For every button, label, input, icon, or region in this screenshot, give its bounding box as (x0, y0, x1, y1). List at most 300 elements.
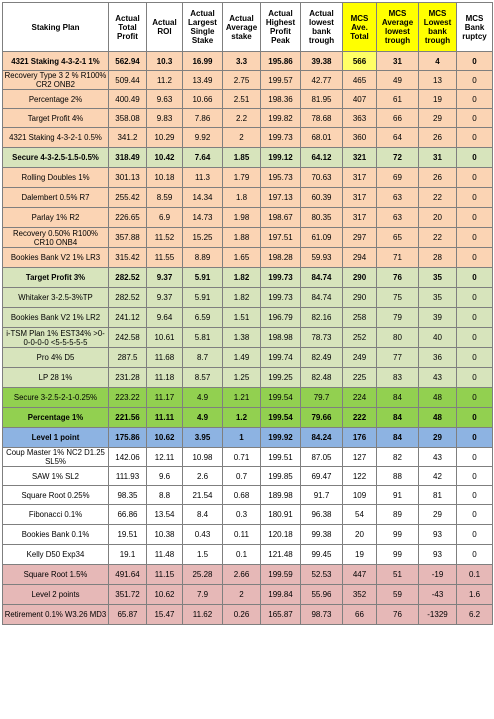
cell-plan-name: Recovery Type 3 2 % R100% CR2 ONB2 (3, 71, 109, 90)
cell-average-stake: 0.7 (223, 467, 261, 486)
cell-largest-stake: 1.5 (183, 545, 223, 565)
cell-lowest-trough: 91.7 (301, 486, 343, 505)
cell-lowest-trough: 70.63 (301, 168, 343, 188)
cell-mcs-lowest-trough: 22 (419, 228, 457, 248)
cell-lowest-trough: 78.73 (301, 328, 343, 348)
cell-mcs-lowest-trough: 43 (419, 368, 457, 388)
cell-average-stake: 0.1 (223, 545, 261, 565)
cell-lowest-trough: 81.95 (301, 90, 343, 109)
col-header-highest-peak: Actual Highest Profit Peak (261, 3, 301, 52)
cell-plan-name: Dalembert 0.5% R7 (3, 188, 109, 208)
cell-mcs-average-trough: 59 (377, 585, 419, 605)
cell-mcs-bankruptcy: 0 (457, 90, 493, 109)
table-row (3, 188, 493, 208)
cell-lowest-trough: 79.66 (301, 408, 343, 428)
cell-mcs-ave-total: 465 (343, 71, 377, 90)
cell-average-stake: 0.71 (223, 448, 261, 467)
cell-mcs-average-trough: 31 (377, 52, 419, 71)
cell-lowest-trough: 69.47 (301, 467, 343, 486)
cell-mcs-ave-total: 297 (343, 228, 377, 248)
cell-plan-name: Square Root 0.25% (3, 486, 109, 505)
cell-mcs-average-trough: 65 (377, 228, 419, 248)
cell-mcs-bankruptcy: 0 (457, 525, 493, 545)
cell-largest-stake: 7.9 (183, 585, 223, 605)
cell-mcs-bankruptcy: 0 (457, 505, 493, 525)
cell-total-profit: 509.44 (109, 71, 147, 90)
cell-largest-stake: 10.66 (183, 90, 223, 109)
cell-average-stake: 1.21 (223, 388, 261, 408)
cell-total-profit: 231.28 (109, 368, 147, 388)
cell-average-stake: 1.79 (223, 168, 261, 188)
cell-plan-name: Bookies Bank V2 1% LR2 (3, 308, 109, 328)
cell-roi: 9.37 (147, 268, 183, 288)
cell-mcs-bankruptcy: 0 (457, 188, 493, 208)
cell-roi: 11.11 (147, 408, 183, 428)
cell-mcs-ave-total: 225 (343, 368, 377, 388)
cell-total-profit: 301.13 (109, 168, 147, 188)
cell-mcs-ave-total: 122 (343, 467, 377, 486)
cell-lowest-trough: 87.05 (301, 448, 343, 467)
cell-highest-peak: 195.86 (261, 52, 301, 71)
cell-mcs-lowest-trough: 31 (419, 148, 457, 168)
cell-lowest-trough: 82.48 (301, 368, 343, 388)
cell-mcs-lowest-trough: 48 (419, 388, 457, 408)
col-header-roi: Actual ROI (147, 3, 183, 52)
cell-largest-stake: 4.9 (183, 408, 223, 428)
cell-mcs-bankruptcy: 0 (457, 545, 493, 565)
cell-lowest-trough: 64.12 (301, 148, 343, 168)
cell-mcs-ave-total: 407 (343, 90, 377, 109)
cell-average-stake: 1.88 (223, 228, 261, 248)
cell-mcs-ave-total: 363 (343, 109, 377, 128)
cell-mcs-lowest-trough: 29 (419, 505, 457, 525)
cell-lowest-trough: 59.93 (301, 248, 343, 268)
table-row (3, 388, 493, 408)
cell-plan-name: Parlay 1% R2 (3, 208, 109, 228)
cell-mcs-lowest-trough: -1329 (419, 605, 457, 625)
cell-roi: 10.62 (147, 585, 183, 605)
cell-highest-peak: 165.87 (261, 605, 301, 625)
cell-largest-stake: 25.28 (183, 565, 223, 585)
table-row (3, 52, 493, 71)
cell-mcs-average-trough: 91 (377, 486, 419, 505)
cell-total-profit: 223.22 (109, 388, 147, 408)
cell-roi: 10.29 (147, 128, 183, 148)
cell-lowest-trough: 82.49 (301, 348, 343, 368)
cell-mcs-average-trough: 83 (377, 368, 419, 388)
cell-plan-name: Bookies Bank V2 1% LR3 (3, 248, 109, 268)
cell-largest-stake: 14.34 (183, 188, 223, 208)
cell-plan-name: Target Profit 3% (3, 268, 109, 288)
cell-plan-name: SAW 1% SL2 (3, 467, 109, 486)
cell-largest-stake: 11.3 (183, 168, 223, 188)
cell-highest-peak: 199.73 (261, 288, 301, 308)
cell-average-stake: 0.3 (223, 505, 261, 525)
table-row (3, 545, 493, 565)
cell-lowest-trough: 84.74 (301, 288, 343, 308)
cell-mcs-ave-total: 224 (343, 388, 377, 408)
cell-lowest-trough: 79.7 (301, 388, 343, 408)
cell-mcs-average-trough: 76 (377, 605, 419, 625)
cell-total-profit: 98.35 (109, 486, 147, 505)
cell-total-profit: 65.87 (109, 605, 147, 625)
cell-average-stake: 1.25 (223, 368, 261, 388)
cell-mcs-ave-total: 290 (343, 268, 377, 288)
staking-plan-table (2, 2, 493, 625)
cell-total-profit: 287.5 (109, 348, 147, 368)
cell-highest-peak: 199.54 (261, 408, 301, 428)
cell-roi: 11.48 (147, 545, 183, 565)
cell-highest-peak: 198.28 (261, 248, 301, 268)
cell-roi: 11.52 (147, 228, 183, 248)
table-row (3, 585, 493, 605)
table-row (3, 288, 493, 308)
table-row (3, 368, 493, 388)
cell-plan-name: Pro 4% D5 (3, 348, 109, 368)
table-row (3, 467, 493, 486)
cell-mcs-lowest-trough: 26 (419, 168, 457, 188)
cell-mcs-ave-total: 109 (343, 486, 377, 505)
cell-mcs-lowest-trough: -19 (419, 565, 457, 585)
cell-mcs-bankruptcy: 0 (457, 308, 493, 328)
cell-total-profit: 142.06 (109, 448, 147, 467)
table-row (3, 448, 493, 467)
cell-plan-name: Secure 3-2.5-2-1-0.25% (3, 388, 109, 408)
table-row (3, 428, 493, 448)
cell-highest-peak: 199.84 (261, 585, 301, 605)
cell-mcs-bankruptcy: 0 (457, 228, 493, 248)
cell-roi: 9.37 (147, 288, 183, 308)
cell-highest-peak: 198.98 (261, 328, 301, 348)
cell-mcs-lowest-trough: 19 (419, 90, 457, 109)
cell-mcs-ave-total: 360 (343, 128, 377, 148)
table-row (3, 328, 493, 348)
cell-mcs-ave-total: 447 (343, 565, 377, 585)
cell-highest-peak: 199.51 (261, 448, 301, 467)
cell-largest-stake: 5.91 (183, 268, 223, 288)
cell-mcs-ave-total: 317 (343, 188, 377, 208)
cell-total-profit: 241.12 (109, 308, 147, 328)
cell-highest-peak: 199.59 (261, 565, 301, 585)
cell-largest-stake: 14.73 (183, 208, 223, 228)
cell-roi: 13.54 (147, 505, 183, 525)
cell-mcs-bankruptcy: 0 (457, 109, 493, 128)
cell-mcs-average-trough: 75 (377, 288, 419, 308)
cell-largest-stake: 2.6 (183, 467, 223, 486)
cell-average-stake: 2.66 (223, 565, 261, 585)
cell-mcs-ave-total: 290 (343, 288, 377, 308)
cell-highest-peak: 121.48 (261, 545, 301, 565)
cell-roi: 10.42 (147, 148, 183, 168)
cell-mcs-average-trough: 63 (377, 208, 419, 228)
cell-mcs-ave-total: 258 (343, 308, 377, 328)
table-row (3, 228, 493, 248)
col-header-average-stake: Actual Average stake (223, 3, 261, 52)
cell-highest-peak: 199.12 (261, 148, 301, 168)
cell-total-profit: 562.94 (109, 52, 147, 71)
cell-mcs-average-trough: 80 (377, 328, 419, 348)
table-row (3, 90, 493, 109)
cell-mcs-ave-total: 66 (343, 605, 377, 625)
cell-mcs-bankruptcy: 0 (457, 288, 493, 308)
cell-lowest-trough: 55.96 (301, 585, 343, 605)
cell-mcs-lowest-trough: 93 (419, 525, 457, 545)
cell-mcs-average-trough: 84 (377, 428, 419, 448)
col-header-mcs-bankruptcy: MCS Bank ruptcy (457, 3, 493, 52)
cell-roi: 11.15 (147, 565, 183, 585)
cell-highest-peak: 199.85 (261, 467, 301, 486)
cell-average-stake: 1 (223, 428, 261, 448)
table-row (3, 408, 493, 428)
cell-mcs-average-trough: 76 (377, 268, 419, 288)
cell-highest-peak: 120.18 (261, 525, 301, 545)
cell-largest-stake: 5.91 (183, 288, 223, 308)
cell-largest-stake: 6.59 (183, 308, 223, 328)
cell-plan-name: 4321 Staking 4-3-2-1 0.5% (3, 128, 109, 148)
cell-largest-stake: 15.25 (183, 228, 223, 248)
cell-total-profit: 66.86 (109, 505, 147, 525)
cell-plan-name: Fibonacci 0.1% (3, 505, 109, 525)
cell-average-stake: 2 (223, 585, 261, 605)
cell-mcs-bankruptcy: 0 (457, 168, 493, 188)
cell-highest-peak: 199.57 (261, 71, 301, 90)
cell-largest-stake: 5.81 (183, 328, 223, 348)
cell-roi: 11.17 (147, 388, 183, 408)
cell-average-stake: 2 (223, 128, 261, 148)
cell-roi: 8.59 (147, 188, 183, 208)
cell-roi: 12.11 (147, 448, 183, 467)
col-header-staking-plan: Staking Plan (3, 3, 109, 52)
cell-roi: 9.6 (147, 467, 183, 486)
cell-mcs-lowest-trough: 13 (419, 71, 457, 90)
cell-highest-peak: 196.79 (261, 308, 301, 328)
cell-total-profit: 175.86 (109, 428, 147, 448)
cell-highest-peak: 199.73 (261, 128, 301, 148)
cell-mcs-ave-total: 20 (343, 525, 377, 545)
cell-total-profit: 491.64 (109, 565, 147, 585)
cell-mcs-average-trough: 89 (377, 505, 419, 525)
cell-mcs-average-trough: 71 (377, 248, 419, 268)
cell-largest-stake: 8.7 (183, 348, 223, 368)
cell-mcs-average-trough: 99 (377, 525, 419, 545)
cell-mcs-average-trough: 64 (377, 128, 419, 148)
cell-largest-stake: 3.95 (183, 428, 223, 448)
cell-mcs-bankruptcy: 0 (457, 268, 493, 288)
cell-plan-name: Square Root 1.5% (3, 565, 109, 585)
cell-mcs-ave-total: 252 (343, 328, 377, 348)
cell-roi: 10.3 (147, 52, 183, 71)
col-header-largest-stake: Actual Largest Single Stake (183, 3, 223, 52)
cell-lowest-trough: 84.24 (301, 428, 343, 448)
cell-roi: 10.18 (147, 168, 183, 188)
cell-mcs-bankruptcy: 0 (457, 348, 493, 368)
cell-mcs-average-trough: 84 (377, 388, 419, 408)
table-row (3, 308, 493, 328)
table-row (3, 486, 493, 505)
col-header-total-profit: Actual Total Profit (109, 3, 147, 52)
cell-largest-stake: 11.62 (183, 605, 223, 625)
cell-mcs-ave-total: 317 (343, 168, 377, 188)
cell-roi: 15.47 (147, 605, 183, 625)
cell-mcs-average-trough: 63 (377, 188, 419, 208)
cell-mcs-ave-total: 352 (343, 585, 377, 605)
cell-average-stake: 1.8 (223, 188, 261, 208)
cell-plan-name: Rolling Doubles 1% (3, 168, 109, 188)
cell-mcs-bankruptcy: 6.2 (457, 605, 493, 625)
cell-largest-stake: 8.89 (183, 248, 223, 268)
cell-mcs-average-trough: 61 (377, 90, 419, 109)
cell-total-profit: 19.1 (109, 545, 147, 565)
table-row (3, 71, 493, 90)
cell-lowest-trough: 60.39 (301, 188, 343, 208)
cell-lowest-trough: 52.53 (301, 565, 343, 585)
cell-lowest-trough: 96.38 (301, 505, 343, 525)
cell-largest-stake: 16.99 (183, 52, 223, 71)
cell-mcs-bankruptcy: 0 (457, 448, 493, 467)
cell-mcs-bankruptcy: 0 (457, 71, 493, 90)
table-row (3, 109, 493, 128)
cell-total-profit: 226.65 (109, 208, 147, 228)
cell-plan-name: Coup Master 1% NC2 D1.25 SL5% (3, 448, 109, 467)
cell-plan-name: Secure 4-3-2.5-1.5-0.5% (3, 148, 109, 168)
cell-total-profit: 357.88 (109, 228, 147, 248)
cell-lowest-trough: 39.38 (301, 52, 343, 71)
cell-average-stake: 1.51 (223, 308, 261, 328)
cell-roi: 10.61 (147, 328, 183, 348)
col-header-mcs-lowest-trough: MCS Lowest bank trough (419, 3, 457, 52)
col-header-mcs-ave-total: MCS Ave. Total (343, 3, 377, 52)
cell-roi: 9.64 (147, 308, 183, 328)
cell-mcs-average-trough: 99 (377, 545, 419, 565)
cell-total-profit: 111.93 (109, 467, 147, 486)
cell-highest-peak: 180.91 (261, 505, 301, 525)
cell-mcs-bankruptcy: 0.1 (457, 565, 493, 585)
cell-largest-stake: 10.98 (183, 448, 223, 467)
cell-mcs-lowest-trough: 26 (419, 128, 457, 148)
cell-mcs-ave-total: 19 (343, 545, 377, 565)
cell-largest-stake: 0.43 (183, 525, 223, 545)
cell-mcs-average-trough: 77 (377, 348, 419, 368)
cell-mcs-lowest-trough: 42 (419, 467, 457, 486)
cell-roi: 11.2 (147, 71, 183, 90)
cell-average-stake: 1.85 (223, 148, 261, 168)
cell-total-profit: 318.49 (109, 148, 147, 168)
cell-plan-name: Percentage 2% (3, 90, 109, 109)
cell-average-stake: 0.26 (223, 605, 261, 625)
cell-roi: 9.83 (147, 109, 183, 128)
cell-plan-name: Kelly D50 Exp34 (3, 545, 109, 565)
table-row (3, 505, 493, 525)
cell-mcs-lowest-trough: 29 (419, 428, 457, 448)
table-row (3, 348, 493, 368)
cell-mcs-ave-total: 317 (343, 208, 377, 228)
cell-plan-name: Retirement 0.1% W3.26 MD3 (3, 605, 109, 625)
cell-mcs-bankruptcy: 0 (457, 486, 493, 505)
col-header-mcs-average-trough: MCS Average lowest trough (377, 3, 419, 52)
cell-plan-name: Level 1 point (3, 428, 109, 448)
cell-highest-peak: 199.25 (261, 368, 301, 388)
table-row (3, 168, 493, 188)
cell-mcs-average-trough: 49 (377, 71, 419, 90)
cell-mcs-average-trough: 51 (377, 565, 419, 585)
cell-plan-name: Level 2 points (3, 585, 109, 605)
cell-highest-peak: 199.73 (261, 268, 301, 288)
cell-mcs-lowest-trough: 29 (419, 109, 457, 128)
cell-total-profit: 255.42 (109, 188, 147, 208)
cell-mcs-bankruptcy: 0 (457, 328, 493, 348)
cell-average-stake: 3.3 (223, 52, 261, 71)
cell-average-stake: 0.11 (223, 525, 261, 545)
cell-lowest-trough: 80.35 (301, 208, 343, 228)
cell-largest-stake: 4.9 (183, 388, 223, 408)
cell-highest-peak: 189.98 (261, 486, 301, 505)
cell-total-profit: 400.49 (109, 90, 147, 109)
cell-total-profit: 315.42 (109, 248, 147, 268)
cell-mcs-average-trough: 66 (377, 109, 419, 128)
cell-roi: 8.8 (147, 486, 183, 505)
cell-highest-peak: 199.92 (261, 428, 301, 448)
cell-mcs-lowest-trough: 43 (419, 448, 457, 467)
cell-highest-peak: 195.73 (261, 168, 301, 188)
cell-plan-name: i-TSM Plan 1% EST34% >0-0-0-0-0 <5-5-5-5-5 (3, 328, 109, 348)
cell-average-stake: 2.75 (223, 71, 261, 90)
cell-highest-peak: 198.67 (261, 208, 301, 228)
cell-roi: 11.18 (147, 368, 183, 388)
cell-mcs-ave-total: 566 (343, 52, 377, 71)
cell-mcs-lowest-trough: 4 (419, 52, 457, 71)
cell-roi: 10.62 (147, 428, 183, 448)
cell-mcs-average-trough: 84 (377, 408, 419, 428)
cell-mcs-average-trough: 69 (377, 168, 419, 188)
table-row (3, 605, 493, 625)
cell-mcs-ave-total: 321 (343, 148, 377, 168)
cell-mcs-average-trough: 72 (377, 148, 419, 168)
cell-roi: 6.9 (147, 208, 183, 228)
cell-plan-name: LP 28 1% (3, 368, 109, 388)
cell-average-stake: 0.68 (223, 486, 261, 505)
cell-mcs-bankruptcy: 0 (457, 128, 493, 148)
cell-mcs-ave-total: 127 (343, 448, 377, 467)
cell-plan-name: Percentage 1% (3, 408, 109, 428)
cell-highest-peak: 197.51 (261, 228, 301, 248)
cell-mcs-average-trough: 79 (377, 308, 419, 328)
cell-lowest-trough: 68.01 (301, 128, 343, 148)
cell-plan-name: Target Profit 4% (3, 109, 109, 128)
table-row (3, 248, 493, 268)
cell-average-stake: 1.38 (223, 328, 261, 348)
cell-highest-peak: 199.82 (261, 109, 301, 128)
cell-mcs-lowest-trough: 40 (419, 328, 457, 348)
cell-mcs-lowest-trough: 39 (419, 308, 457, 328)
cell-roi: 11.68 (147, 348, 183, 368)
cell-average-stake: 1.98 (223, 208, 261, 228)
cell-plan-name: Recovery 0.50% R100% CR10 ONB4 (3, 228, 109, 248)
cell-mcs-lowest-trough: 22 (419, 188, 457, 208)
cell-lowest-trough: 78.68 (301, 109, 343, 128)
cell-mcs-bankruptcy: 0 (457, 52, 493, 71)
cell-lowest-trough: 42.77 (301, 71, 343, 90)
cell-largest-stake: 7.86 (183, 109, 223, 128)
cell-total-profit: 282.52 (109, 288, 147, 308)
cell-plan-name: 4321 Staking 4-3-2-1 1% (3, 52, 109, 71)
cell-largest-stake: 8.4 (183, 505, 223, 525)
cell-mcs-lowest-trough: 48 (419, 408, 457, 428)
cell-total-profit: 358.08 (109, 109, 147, 128)
table-row (3, 128, 493, 148)
cell-mcs-lowest-trough: 81 (419, 486, 457, 505)
cell-mcs-lowest-trough: 28 (419, 248, 457, 268)
cell-mcs-lowest-trough: 35 (419, 288, 457, 308)
